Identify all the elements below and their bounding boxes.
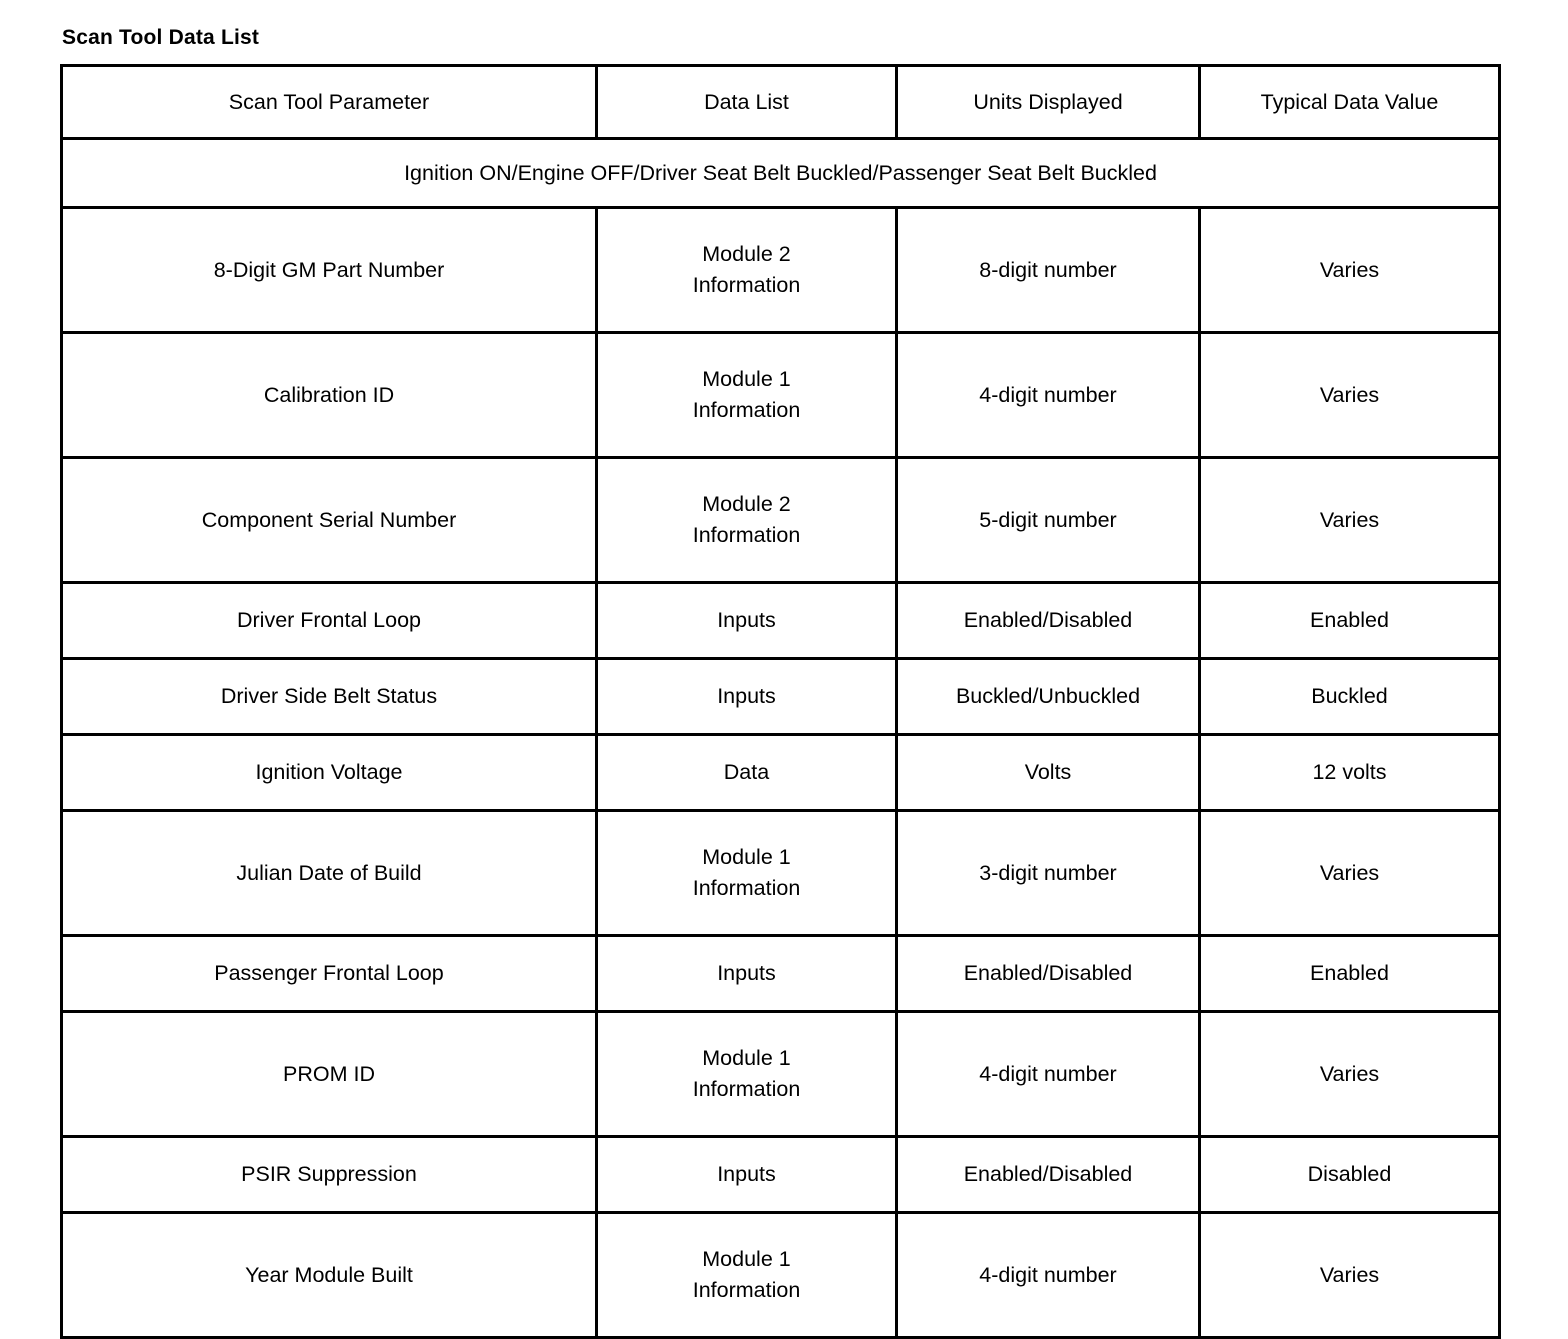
- cell-typical-value: Varies: [1200, 1012, 1500, 1137]
- cell-units: 5-digit number: [897, 458, 1200, 583]
- cell-units: 4-digit number: [897, 1012, 1200, 1137]
- cell-typical-value: Varies: [1200, 208, 1500, 333]
- column-header-parameter: Scan Tool Parameter: [62, 66, 597, 139]
- cell-data-list-line1: Module 1: [702, 1247, 791, 1272]
- cell-data-list-line2: Information: [692, 1077, 801, 1101]
- cell-units: Volts: [897, 735, 1200, 811]
- cell-data-list-line2: Information: [692, 523, 801, 547]
- cell-typical-value: Enabled: [1200, 583, 1500, 659]
- cell-typical-value: Enabled: [1200, 936, 1500, 1012]
- cell-typical-value: Varies: [1200, 458, 1500, 583]
- cell-data-list: [597, 1012, 897, 1137]
- cell-units: Buckled/Unbuckled: [897, 659, 1200, 735]
- section-header-row: [62, 139, 1500, 208]
- cell-units: 4-digit number: [897, 333, 1200, 458]
- page-title: Scan Tool Data List: [62, 26, 260, 49]
- cell-parameter: Calibration ID: [62, 333, 597, 458]
- cell-data-list: Inputs: [597, 1137, 897, 1213]
- table-row: [62, 659, 1500, 735]
- cell-data-list: Inputs: [597, 583, 897, 659]
- cell-data-list: [597, 333, 897, 458]
- cell-parameter: Year Module Built: [62, 1213, 597, 1338]
- cell-units: Enabled/Disabled: [897, 936, 1200, 1012]
- cell-data-list: Data: [597, 735, 897, 811]
- scan-tool-data-table: [60, 64, 1501, 1339]
- cell-parameter: Driver Frontal Loop: [62, 583, 597, 659]
- cell-parameter: Component Serial Number: [62, 458, 597, 583]
- cell-typical-value: Varies: [1200, 811, 1500, 936]
- cell-typical-value: Disabled: [1200, 1137, 1500, 1213]
- cell-data-list: [597, 1213, 897, 1338]
- cell-units: 8-digit number: [897, 208, 1200, 333]
- cell-parameter: PROM ID: [62, 1012, 597, 1137]
- cell-typical-value: Varies: [1200, 1213, 1500, 1338]
- cell-data-list-line1: Module 1: [702, 845, 791, 870]
- table-row: [62, 208, 1500, 333]
- cell-units: Enabled/Disabled: [897, 583, 1200, 659]
- table-row: [62, 583, 1500, 659]
- cell-typical-value: Varies: [1200, 333, 1500, 458]
- cell-data-list-line2: Information: [692, 1278, 801, 1302]
- cell-data-list: [597, 811, 897, 936]
- cell-data-list-line2: Information: [692, 876, 801, 900]
- cell-data-list: Inputs: [597, 936, 897, 1012]
- cell-parameter: Driver Side Belt Status: [62, 659, 597, 735]
- table-row: [62, 936, 1500, 1012]
- table-row: [62, 1213, 1500, 1338]
- cell-parameter: Julian Date of Build: [62, 811, 597, 936]
- cell-units: 3-digit number: [897, 811, 1200, 936]
- cell-typical-value: Buckled: [1200, 659, 1500, 735]
- cell-data-list-line1: Module 1: [702, 1046, 791, 1071]
- column-header-units: Units Displayed: [897, 66, 1200, 139]
- cell-parameter: Ignition Voltage: [62, 735, 597, 811]
- table-row: [62, 458, 1500, 583]
- cell-parameter: Passenger Frontal Loop: [62, 936, 597, 1012]
- cell-data-list-line1: Module 1: [702, 367, 791, 392]
- column-header-data-list: Data List: [597, 66, 897, 139]
- cell-parameter: 8-Digit GM Part Number: [62, 208, 597, 333]
- table-row: [62, 735, 1500, 811]
- table-row: [62, 1137, 1500, 1213]
- cell-units: Enabled/Disabled: [897, 1137, 1200, 1213]
- section-header: Ignition ON/Engine OFF/Driver Seat Belt Buckled/Passenger Seat Belt Buckled: [62, 139, 1500, 208]
- cell-units: 4-digit number: [897, 1213, 1200, 1338]
- cell-data-list-line2: Information: [692, 398, 801, 422]
- cell-parameter: PSIR Suppression: [62, 1137, 597, 1213]
- cell-data-list-line1: Module 2: [702, 492, 791, 517]
- cell-data-list: [597, 458, 897, 583]
- table-row: [62, 333, 1500, 458]
- table-row: [62, 811, 1500, 936]
- cell-data-list-line1: Module 2: [702, 242, 791, 267]
- cell-data-list: Inputs: [597, 659, 897, 735]
- table-row: [62, 1012, 1500, 1137]
- column-header-typical-value: Typical Data Value: [1200, 66, 1500, 139]
- cell-typical-value: 12 volts: [1200, 735, 1500, 811]
- table-header-row: [62, 66, 1500, 139]
- cell-data-list-line2: Information: [692, 273, 801, 297]
- cell-data-list: [597, 208, 897, 333]
